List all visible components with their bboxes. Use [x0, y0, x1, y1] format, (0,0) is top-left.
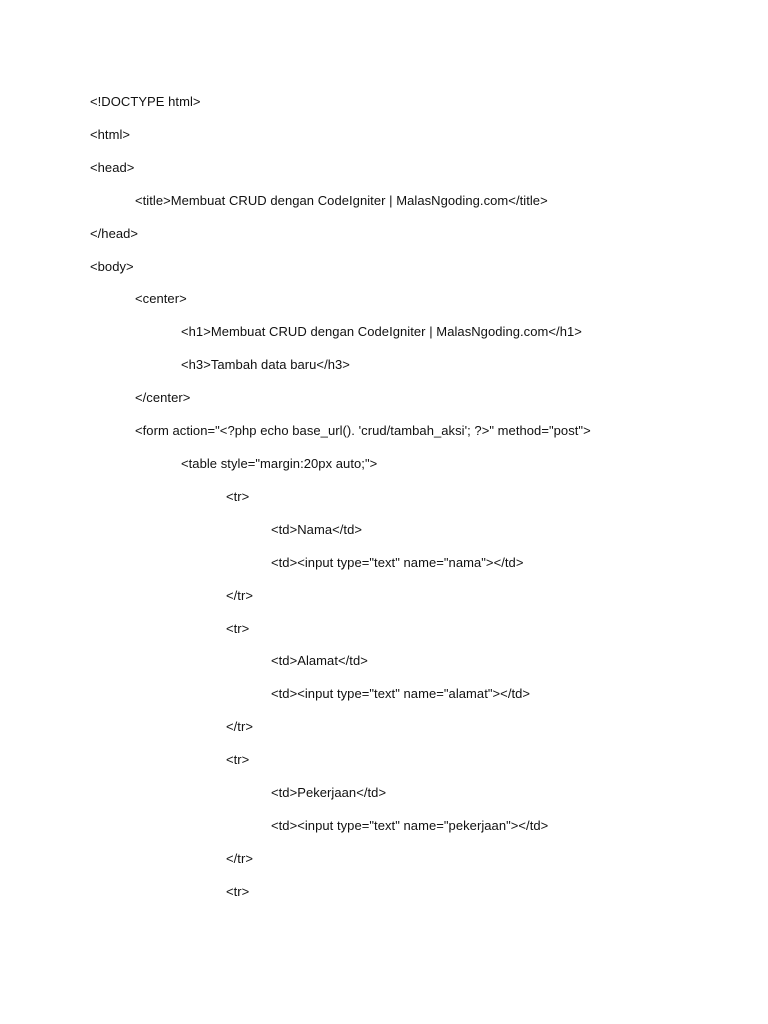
code-line: </tr> [226, 588, 253, 603]
code-line: <td>Nama</td> [271, 522, 362, 537]
code-line: </center> [135, 390, 191, 405]
code-line: <html> [90, 127, 131, 142]
code-line: <h1>Membuat CRUD dengan CodeIgniter | MalasNgoding.com</h1> [181, 324, 582, 339]
code-line: <tr> [226, 884, 250, 899]
code-line: <title>Membuat CRUD dengan CodeIgniter | MalasNgoding.com</title> [135, 193, 548, 208]
code-line: <td>Alamat</td> [271, 653, 368, 668]
code-line: <!DOCTYPE html> [90, 94, 201, 109]
code-line: <head> [90, 160, 135, 175]
code-line: <tr> [226, 621, 250, 636]
code-line: <tr> [226, 489, 250, 504]
code-line: <h3>Tambah data baru</h3> [181, 357, 350, 372]
code-line: </head> [90, 226, 139, 241]
code-line: <td><input type="text" name="alamat"></td> [271, 686, 531, 701]
code-line: <body> [90, 259, 134, 274]
code-line: <tr> [226, 752, 250, 767]
code-line: <form action="<?php echo base_url(). 'crud/tambah_aksi'; ?>" method="post"> [135, 423, 591, 438]
code-line: <td><input type="text" name="pekerjaan"></td> [271, 818, 549, 833]
code-line: <center> [135, 291, 187, 306]
code-line: </tr> [226, 851, 253, 866]
code-line: <td>Pekerjaan</td> [271, 785, 387, 800]
code-line: <table style="margin:20px auto;"> [181, 456, 378, 471]
code-line: </tr> [226, 719, 253, 734]
code-line: <td><input type="text" name="nama"></td> [271, 555, 524, 570]
